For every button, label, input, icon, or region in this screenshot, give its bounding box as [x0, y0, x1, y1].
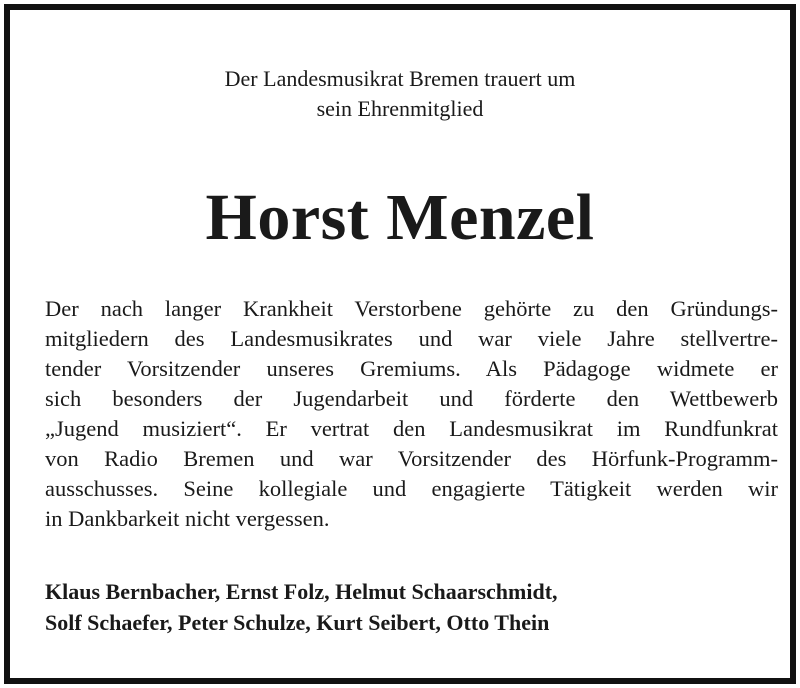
deceased-name: Horst Menzel [205, 181, 595, 254]
intro-text [10, 64, 790, 124]
body-line: tender Vorsitzender unseres Gremiums. Als Pädagoge widmete er [45, 356, 778, 381]
body-line: von Radio Bremen und war Vorsitzender des Hörfunk-Programm- [45, 446, 778, 471]
obituary-body [45, 294, 778, 534]
body-line: ausschusses. Seine kollegiale und engagierte Tätigkeit werden wir [45, 476, 778, 501]
intro-line-2: sein Ehrenmitglied [316, 96, 484, 121]
body-line: sich besonders der Jugendarbeit und förderte den Wettbewerb [45, 386, 778, 411]
signatories-line-1: Klaus Bernbacher, Ernst Folz, Helmut Schaarschmidt, [45, 579, 558, 604]
intro-line-1: Der Landesmusikrat Bremen trauert um [224, 66, 576, 91]
signatories-line-2: Solf Schaefer, Peter Schulze, Kurt Seibert, Otto Thein [45, 610, 550, 635]
body-line: mitgliedern des Landesmusikrates und war viele Jahre stellvertre- [45, 326, 778, 351]
signatories [45, 576, 558, 638]
body-line: „Jugend musiziert“. Er vertrat den Landesmusikrat im Rundfunkrat [45, 416, 778, 441]
body-line: in Dankbarkeit nicht vergessen. [45, 506, 330, 531]
obituary-notice-frame [4, 4, 796, 684]
body-line: Der nach langer Krankheit Verstorbene gehörte zu den Gründungs- [45, 296, 778, 321]
